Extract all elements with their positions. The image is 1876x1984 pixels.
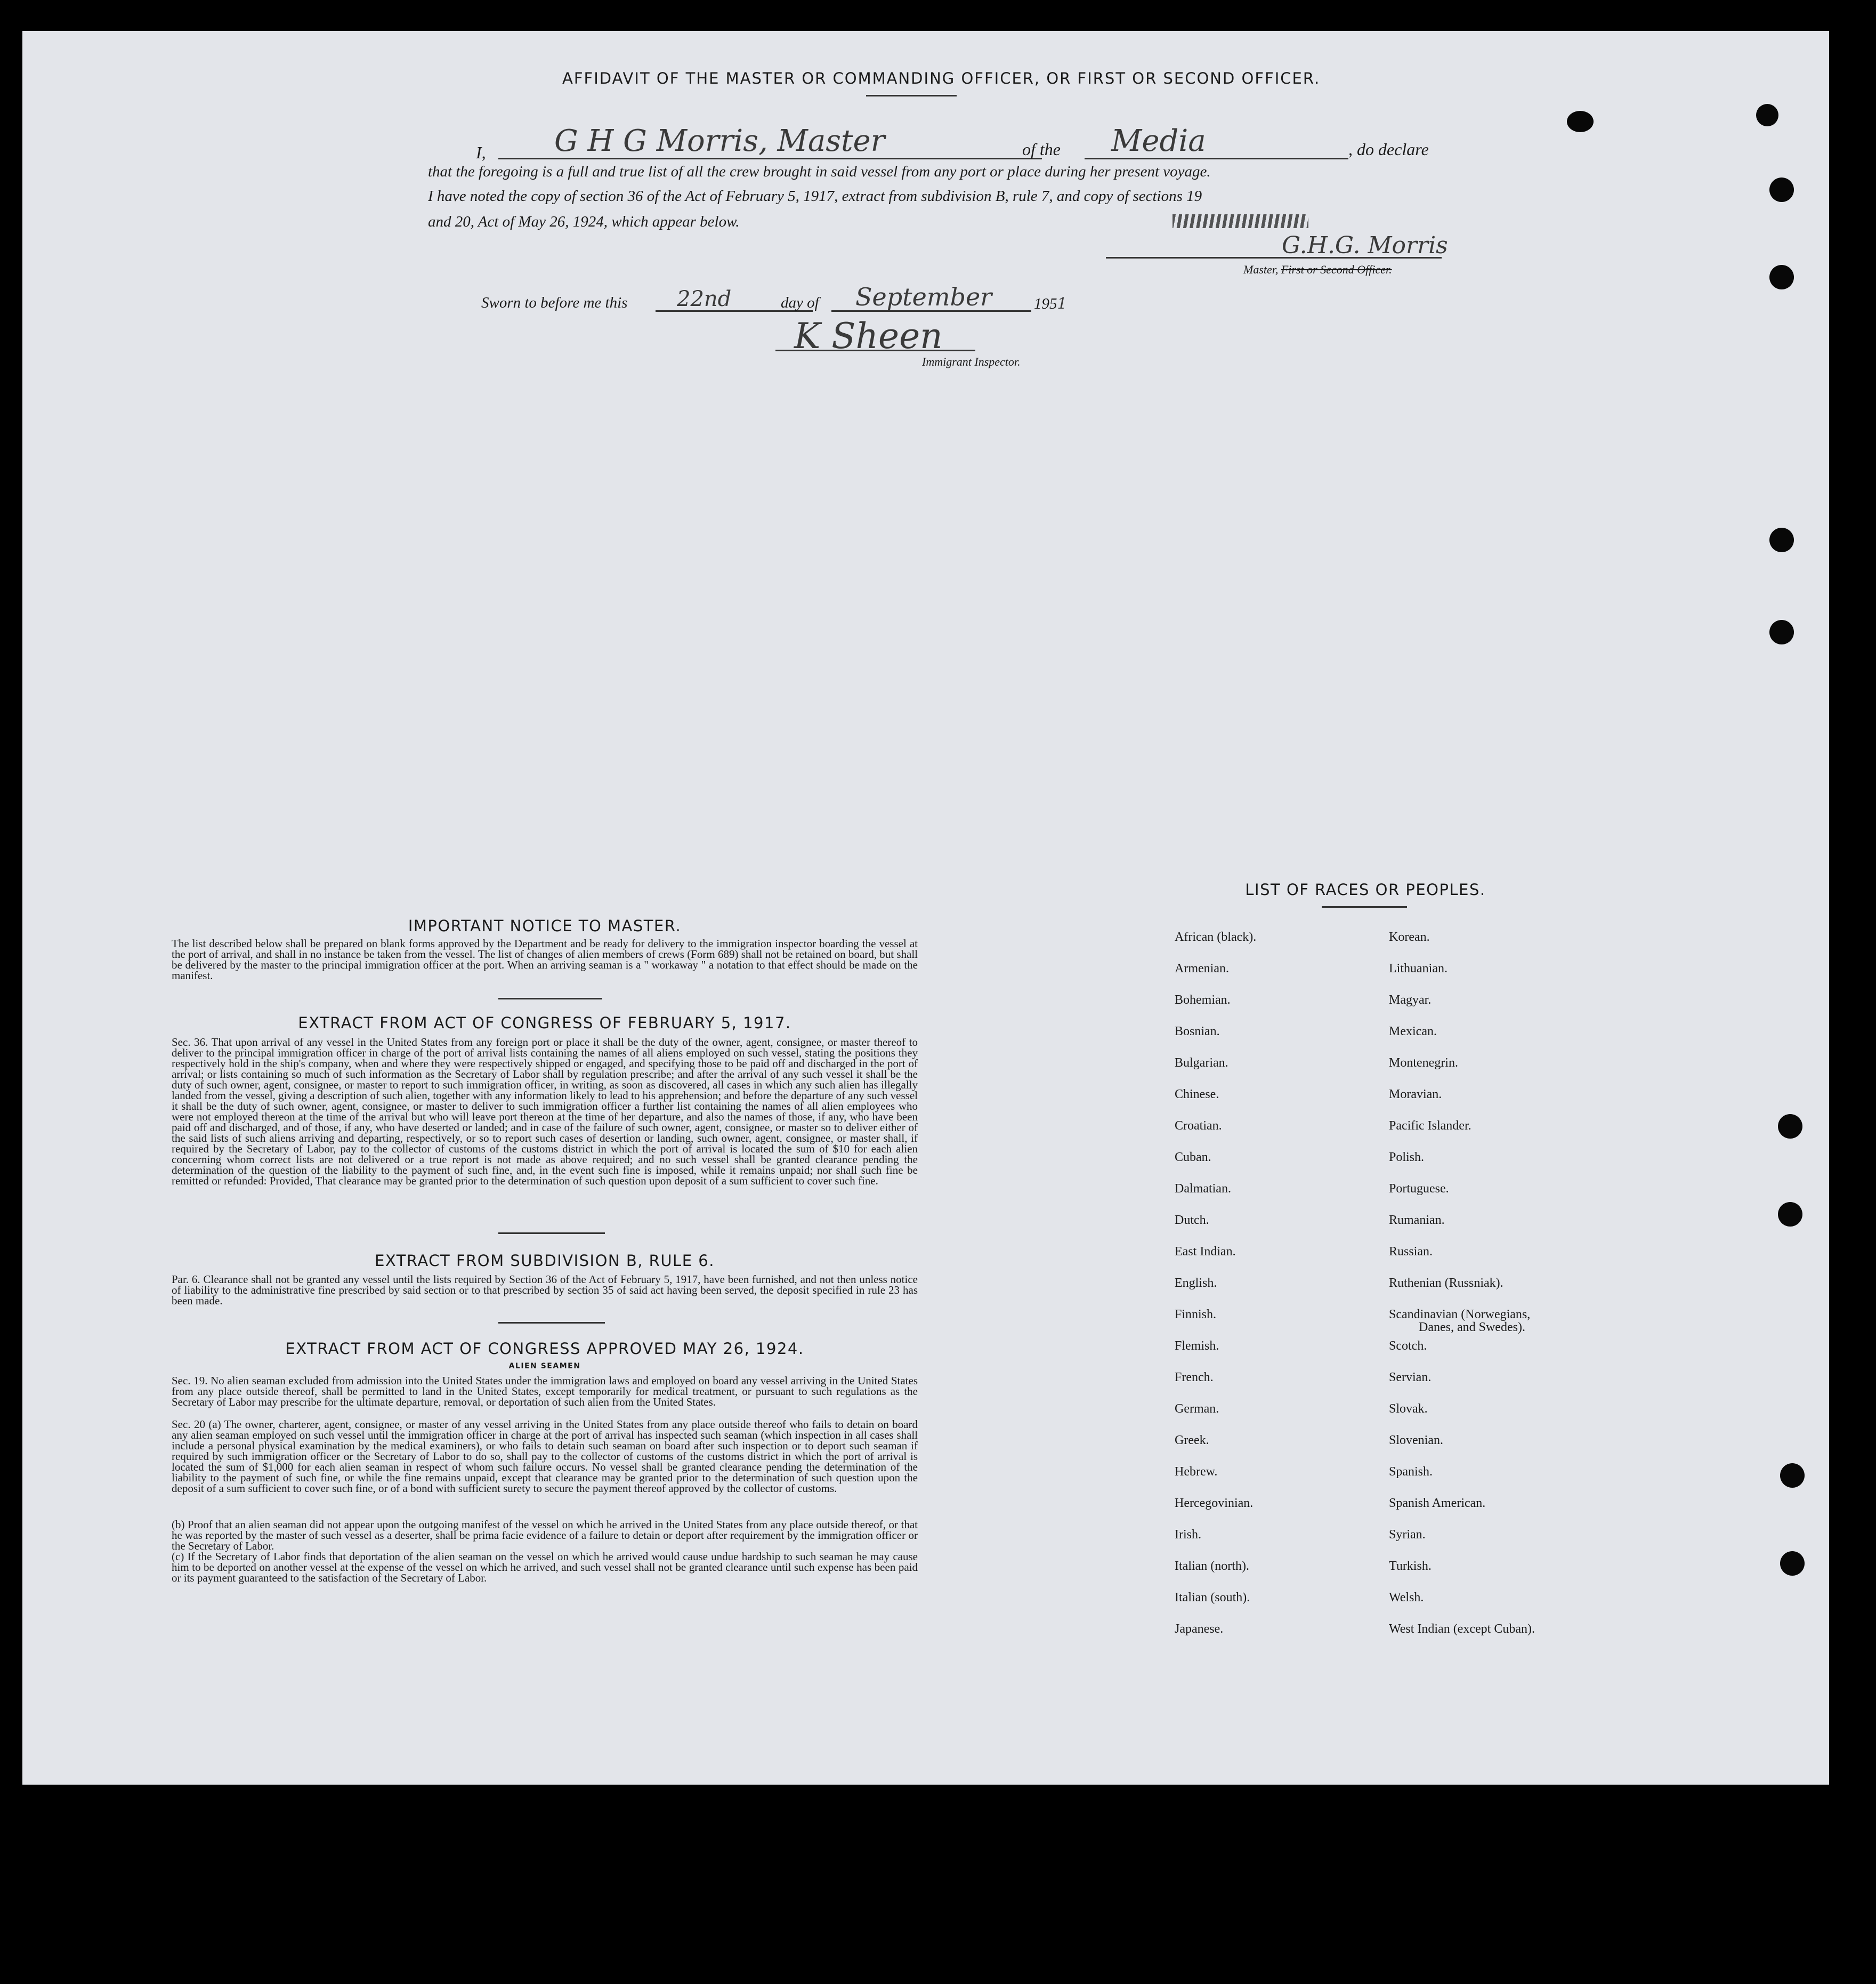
punch-hole [1769, 178, 1794, 202]
notice-body: The list described below shall be prepared on blank forms approved by the Department and be ready for delivery to the immigration inspector boarding the vessel at the port of arrival, and shall in no instance be taken from the vessel. The list of changes of alien members of crews (Form 689) shall not be retained on board, but shall be delivered by the master to the principal immigration officer at the port. When an arriving seaman is a " workaway " a notation to that effect should be made on the manifest. [172, 937, 918, 982]
race-item: Bohemian. [1175, 993, 1231, 1007]
rule6-title: EXTRACT FROM SUBDIVISION B, RULE 6. [375, 1252, 715, 1270]
vessel-name: Media [1111, 124, 1206, 158]
affidavit-line-3: I have noted the copy of section 36 of the Act of February 5, 1917, extract from subdivision B, rule 7, and copy of sections 19 [428, 188, 1202, 205]
punch-hole [1769, 620, 1794, 644]
race-item: Pacific Islander. [1389, 1119, 1471, 1133]
race-item: Croatian. [1175, 1119, 1222, 1133]
race-item: African (black). [1175, 930, 1257, 944]
affidavit-line-2: that the foregoing is a full and true list of all the crew brought in said vessel from any port or place during her present voyage. [428, 163, 1211, 180]
race-item: Polish. [1389, 1150, 1425, 1164]
race-item: Mexican. [1389, 1025, 1437, 1038]
punch-hole [1778, 1202, 1802, 1227]
master-label-text: Master, [1243, 263, 1279, 276]
sworn-day: 22nd [677, 287, 732, 311]
race-item: Bulgarian. [1175, 1056, 1228, 1070]
of-the-label: of the [1022, 140, 1061, 159]
sworn-month: September [855, 283, 992, 311]
inspector-label: Immigrant Inspector. [922, 355, 1021, 368]
master-signature: G.H.G. Morris [1282, 232, 1448, 259]
race-item: Moravian. [1389, 1087, 1442, 1101]
punch-hole [1769, 265, 1794, 289]
race-item: Flemish. [1175, 1339, 1219, 1353]
race-item: Irish. [1175, 1528, 1201, 1542]
master-name: G H G Morris, Master [554, 124, 885, 158]
struck-officer-label: First or Second Officer. [1281, 263, 1392, 276]
sworn-label: Sworn to before me this [481, 294, 628, 311]
race-item: Italian (south). [1175, 1591, 1250, 1604]
race-item: Magyar. [1389, 993, 1432, 1007]
affidavit-title: AFFIDAVIT OF THE MASTER OR COMMANDING OFFICER, OR FIRST OR SECOND OFFICER. [562, 69, 1321, 87]
race-item: French. [1175, 1370, 1214, 1384]
affidavit-i: I, [476, 143, 486, 162]
affidavit-line-4: and 20, Act of May 26, 1924, which appear below. [428, 213, 740, 230]
punch-hole [1778, 1114, 1802, 1139]
struck-text-mark [1172, 214, 1308, 228]
sec20c-body: (c) If the Secretary of Labor finds that deportation of the alien seaman on the vessel on which he arrived would cause undue hardship to such seaman he may cause him to be deported on another vessel at the expense of the vessel on which he arrived, and such vessel shall not be granted clearance until such expense has been paid or its payment guaranteed to the satisfaction of the Secretary of Labor. [172, 1550, 918, 1584]
race-item: Hebrew. [1175, 1465, 1218, 1479]
punch-hole [1567, 111, 1594, 132]
year-prefix: 195 [1034, 295, 1057, 312]
extract-1924-title: EXTRACT FROM ACT OF CONGRESS APPROVED MAY 26, 1924. [285, 1340, 804, 1358]
race-item: Scandinavian (Norwegians, [1389, 1308, 1531, 1321]
inspector-signature-line [775, 350, 975, 351]
day-of-label: day of [781, 294, 819, 311]
race-item: Japanese. [1175, 1622, 1224, 1636]
notice-title: IMPORTANT NOTICE TO MASTER. [408, 917, 682, 935]
rule6-body: Par. 6. Clearance shall not be granted any vessel until the lists required by Section 36 of the Act of February 5, 1917, have been furnished, and not then unless notice of liability to the administrative fine prescribed by said section or to that prescribed by section 35 of said act having been served, the deposit specified in rule 23 has been made. [172, 1273, 918, 1307]
race-item: Scotch. [1389, 1339, 1427, 1353]
sec20a-body: Sec. 20 (a) The owner, charterer, agent, consignee, or master of any vessel arriving in the United States from any place outside thereof who fails to detain on board any alien seaman employed on such vessel until the immigration officer in charge at the port of arrival has inspected such seaman (which inspection in all cases shall include a personal physical examination by the medical examiners), or who fails to detain such seaman on board after such inspection or to deport such seaman if required by such immigration officer or the Secretary of Labor to do so, shall pay to the collector of customs of the customs district in which the port of arrival is located the sum of $1,000 for each alien seaman in respect of whom such failure occurs. No vessel shall be granted clearance pending the determination of the liability to the payment of such fine, or while the fine remains unpaid, except that clearance may be granted prior to the determination of such question upon the deposit of a sum sufficient to cover such fine, or of a bond with sufficient surety to secure the payment thereof approved by the collector of customs. [172, 1418, 918, 1495]
master-signature-line [1106, 257, 1442, 259]
race-item-continuation: Danes, and Swedes). [1419, 1320, 1525, 1334]
race-item: Welsh. [1389, 1591, 1424, 1604]
title-underline [866, 95, 957, 96]
race-item: East Indian. [1175, 1245, 1236, 1259]
race-item: English. [1175, 1276, 1217, 1290]
race-item: Chinese. [1175, 1087, 1219, 1101]
race-item: Portuguese. [1389, 1182, 1449, 1196]
extract-1917-body: Sec. 36. That upon arrival of any vessel in the United States from any foreign port or place it shall be the duty of the owner, agent, consignee, or master thereof to deliver to the principal immigration officer in charge of the port of arrival lists containing the names of all aliens employed on such vessel, stating the positions they respectively hold in the ship's company, when and where they were respectively shipped or engaged, and specifying those to be paid off and discharged in the port of arrival; or lists containing so much of such information as the Secretary of Labor shall by regulation prescribe; and after the arrival of any such vessel it shall be the duty of such owner, agent, consignee, or master to report to such immigration officer, in writing, as soon as discovered, all cases in which any such alien has illegally landed from the vessel, giving a description of such alien, together with any information likely to lead to his apprehension; and before the departure of any such vessel it shall be the duty of such owner, agent, consignee, or master to deliver to such immigration officer a further list containing the names of all alien employees who were not employed thereon at the time of the arrival but who will leave port thereon at the time of her departure, and also the names of those, if any, who have been paid off and discharged, and of those, if any, who have deserted or landed; and in case of the failure of such owner, agent, consignee, or master so to deliver either of the said lists of such aliens arriving and departing, respectively, or so to report such cases of desertion or landing, such owner, agent, consignee, or master shall, if required by the Secretary of Labor, pay to the collector of customs of the customs district in which the port of arrival is located the sum of $10 for each alien concerning whom correct lists are not delivered or a true report is not made as above required; and no such vessel shall be granted clearance pending the determination of the question of the liability to the payment of such fine, and, in the event such fine is imposed, while it remains unpaid; nor shall such fine be remitted or refunded: Provided, That clearance may be granted prior to the determination of such question upon deposit of a sum sufficient to cover such fine. [172, 1036, 918, 1187]
year-suffix: 1 [1057, 294, 1067, 312]
race-item: Russian. [1389, 1245, 1433, 1259]
race-item: Hercegovinian. [1175, 1496, 1254, 1510]
race-item: Italian (north). [1175, 1559, 1249, 1573]
race-item: Ruthenian (Russniak). [1389, 1276, 1503, 1290]
inspector-signature: K Sheen [794, 316, 943, 357]
race-item: Spanish American. [1389, 1496, 1486, 1510]
do-declare-label: , do declare [1348, 140, 1429, 159]
race-item: Korean. [1389, 930, 1430, 944]
notice-divider [498, 998, 602, 999]
rule6-divider [498, 1322, 605, 1324]
sec20b-body: (b) Proof that an alien seaman did not appear upon the outgoing manifest of the vessel on which he arrived in the United States from any place outside thereof, or that he was reported by the master of such vessel as a deserter, shall be prima facie evidence of a failure to detain or deport after requirement by the immigration officer or the Secretary of Labor. [172, 1518, 918, 1552]
alien-seamen-subtitle: ALIEN SEAMEN [508, 1362, 581, 1370]
race-item: Dalmatian. [1175, 1182, 1231, 1196]
race-item: German. [1175, 1402, 1219, 1416]
race-item: Dutch. [1175, 1213, 1209, 1227]
race-item: Syrian. [1389, 1528, 1426, 1542]
punch-hole [1780, 1463, 1805, 1488]
race-item: Bosnian. [1175, 1025, 1220, 1038]
extract-1917-title: EXTRACT FROM ACT OF CONGRESS OF FEBRUARY 5, 1917. [298, 1014, 791, 1032]
race-item: Finnish. [1175, 1308, 1217, 1321]
race-item: Slovenian. [1389, 1433, 1443, 1447]
race-item: Greek. [1175, 1433, 1209, 1447]
sec19-body: Sec. 19. No alien seaman excluded from admission into the United States under the immigration laws and employed on board any vessel arriving in the United States from any place outside thereof, shall be permitted to land in the United States, except temporarily for medical treatment, or pursuant to such regulations as the Secretary of Labor may prescribe for the ultimate departure, removal, or deportation of such alien from the United States. [172, 1374, 918, 1408]
punch-hole [1780, 1551, 1805, 1576]
race-item: Slovak. [1389, 1402, 1428, 1416]
punch-hole [1756, 104, 1778, 126]
master-label [1243, 263, 1392, 277]
race-item: Armenian. [1175, 962, 1229, 975]
race-item: Servian. [1389, 1370, 1432, 1384]
punch-hole [1769, 528, 1794, 552]
year-label [1034, 294, 1067, 313]
race-item: Lithuanian. [1389, 962, 1448, 975]
race-item: West Indian (except Cuban). [1389, 1622, 1535, 1636]
extract-1917-divider [498, 1232, 605, 1234]
races-title-underline [1322, 906, 1407, 908]
race-item: Cuban. [1175, 1150, 1211, 1164]
race-item: Rumanian. [1389, 1213, 1445, 1227]
races-title: LIST OF RACES OR PEOPLES. [1245, 881, 1486, 899]
race-item: Spanish. [1389, 1465, 1433, 1479]
race-item: Montenegrin. [1389, 1056, 1458, 1070]
race-item: Turkish. [1389, 1559, 1432, 1573]
